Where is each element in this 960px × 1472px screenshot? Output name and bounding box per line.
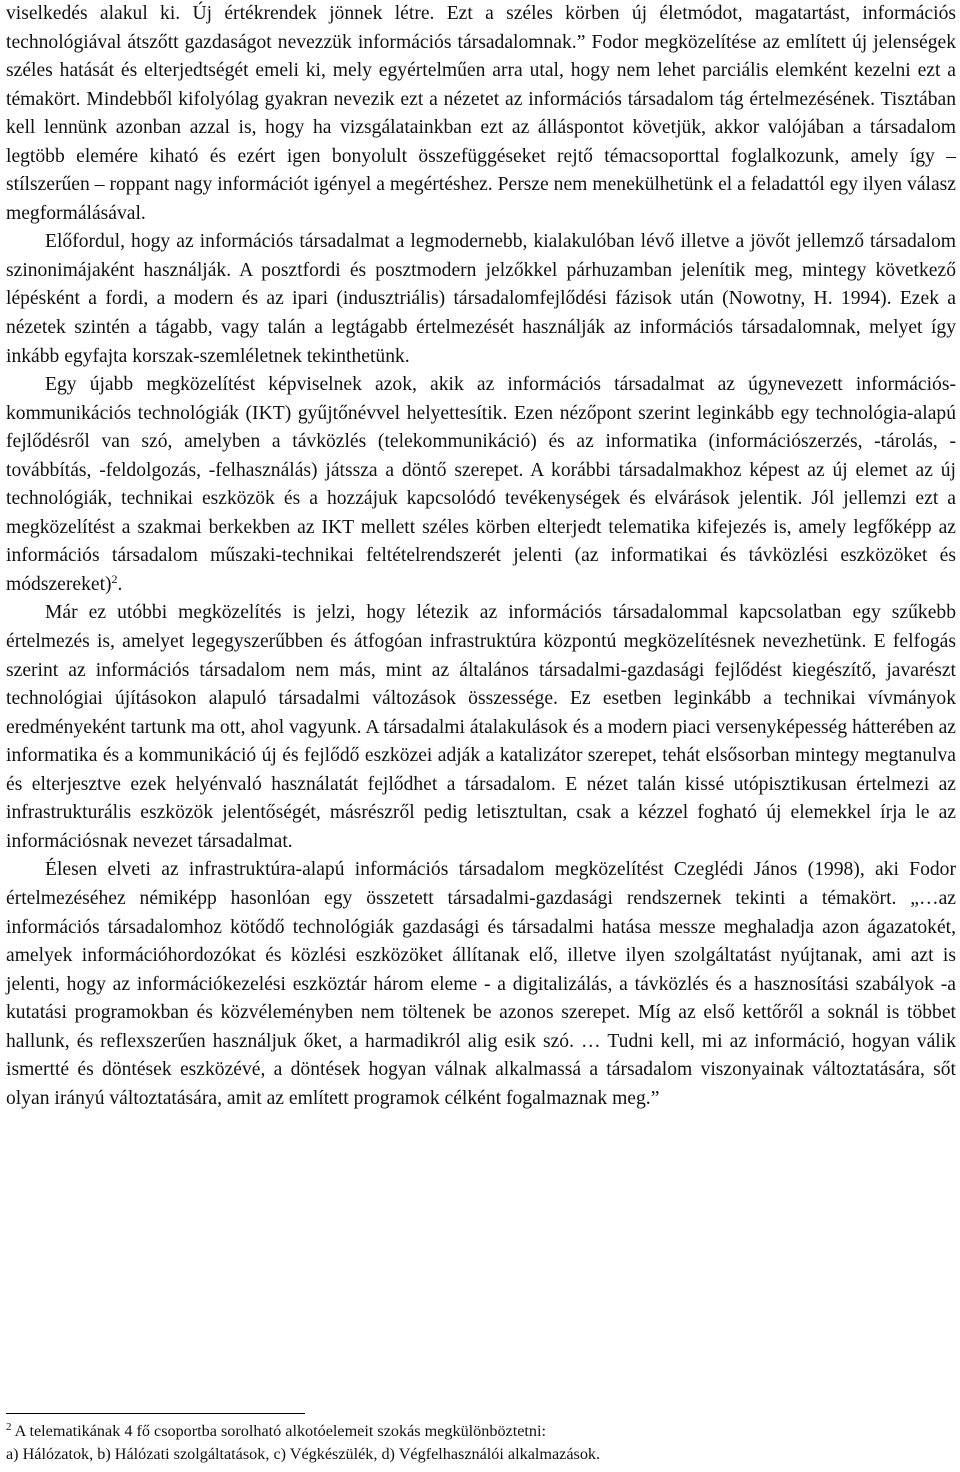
- footnote-line-2: [6, 1443, 956, 1466]
- paragraph-2-text: Előfordul, hogy az információs társadalmat a legmodernebb, kialakulóban lévő illetve a jövőt jellemző társadalom szinonimájaként használják. A posztfordi és posztmodern jelzőkkel párhuzamban jelenítik meg, mintegy következő lépésként a fordi, a modern és az ipari (indusztriális) társadalomfejlődési fázisok után (Nowotny, H. 1994). Ezek a nézetek szintén a tágabb, vagy talán a legtágabb értelmezését használják az információs társadalomnak, melyet így inkább egyfajta korszak-szemléletnek tekinthetünk.: [6, 231, 956, 367]
- footnote-divider: [6, 1413, 305, 1414]
- paragraph-4-text: Már ez utóbbi megközelítés is jelzi, hogy létezik az információs társadalommal kapcsolatban egy szűkebb értelmezés is, amelyet legegyszerűbben és átfogóan infrastruktúra központú megközelítésnek nevezhetünk. E felfogás szerint az információs társadalom nem más, mint az általános társadalmi-gazdasági fejlődést kiegészítő, javarészt technológiai újításokon alapuló társadalmi változások összessége. Ez esetben leginkább a technikai vívmányok eredményeként tartunk ma ott, ahol vagyunk. A társadalmi átalakulások és a modern piaci versenyképesség hátterében az informatika és a kommunikáció új és fejlődő eszközei adják a katalizátor szerepet, tehát elsősorban mintegy megtanulva és elterjesztve ezek helyénvaló használatát fejlődhet a társadalom. E nézet talán kissé utópisztikusan értelmezi az infrastrukturális eszközök jelentőségét, másrészről pedig letisztultan, csak a kézzel fogható új elemekkel írja le az információsnak nevezet társadalmat.: [6, 602, 956, 852]
- paragraph-5-text: Élesen elveti az infrastruktúra-alapú információs társadalom megközelítést Czeglédi János (1998), aki Fodor értelmezéséhez némiképp hasonlóan egy összetett társadalmi-gazdasági rendszernek tekinti a témakört. „…az információs társadalomhoz kötődő technológiák gazdasági és társadalmi hatása messze meghaladja azon ágazatokét, amelyek információhordozókat és közlési eszközöket állítanak elő, illetve ilyen szolgáltatást nyújtanak, ami azt is jelenti, hogy az információkezelési eszköztár három eleme - a digitalizálás, a távközlés és a hasznosítási szabályok -a kutatási programokban és közvéleményben nem töltenek be azonos szerepet. Míg az első kettőről a soknál is többet hallunk, és reflexszerűen használjuk őket, a harmadikról alig esik szó. … Tudni kell, mi az információ, hogyan válik ismertté és döntések eszközévé, a döntések hogyan válnak alkalmassá a társadalom viszonyainak változtatására, sőt olyan irányú változtatására, amit az említett programok célként fogalmaznak meg.”: [6, 859, 956, 1109]
- document-body: [6, 0, 956, 1113]
- footnote: [6, 1420, 956, 1465]
- paragraph-3-tail: .: [117, 573, 123, 595]
- paragraph-2: [6, 228, 956, 371]
- footnote-text-2: a) Hálózatok, b) Hálózati szolgáltatások, c) Végkészülék, d) Végfelhasználói alkalmazások.: [6, 1444, 601, 1463]
- paragraph-5: [6, 856, 956, 1113]
- paragraph-3-text: Egy újabb megközelítést képviselnek azok, akik az információs társadalmat az úgynevezett információs-kommunikációs technológiák (IKT) gyűjtőnévvel helyettesítik. Ezen nézőpont szerint leginkább egy technológia-alapú fejlődésről van szó, amelyben a távközlés (telekommunikáció) és az informatika (információszerzés, -tárolás, -továbbítás, -feldolgozás, -felhasználás) játssza a döntő szerepet. A korábbi társadalmakhoz képest az új elemet az új technológiák, technikai eszközök és a hozzájuk kapcsolódó tevékenységek és elvárások jelentik. Jól jellemzi ezt a megközelítést a szakmai berkekben az IKT mellett széles körben elterjedt telematika kifejezés is, amely legfőképp az információs társadalom műszaki-technikai feltételrendszerét jelenti (az informatikai és távközlési eszközöket és módszereket): [6, 374, 956, 595]
- footnote-reference[interactable]: 2: [111, 571, 118, 586]
- paragraph-1: [6, 0, 956, 228]
- footnote-text-1: A telematikának 4 fő csoportba sorolható alkotóelemeit szokás megkülönböztetni:: [14, 1422, 547, 1440]
- paragraph-1-text: viselkedés alakul ki. Új értékrendek jönnek létre. Ezt a széles körben új életmódot, magatartást, információs technológiával átszőtt gazdaságot nevezzük információs társadalomnak.” Fodor megközelítése az említett új jelenségek széles hatását és elterjedtségét emeli ki, mely egyértelműen arra utal, hogy nem lehet parciális elemként kezelni ezt a témakört. Mindebből kifolyólag gyakran nevezik ezt a nézetet az információs társadalom tág értelmezésének. Tisztában kell lennünk azonban azzal is, hogy ha vizsgálatainkban ezt az álláspontot követjük, akkor valójában a társadalom legtöbb elemére kiható és ezért igen bonyolult összefüggéseket rejtő témacsoporttal foglalkozunk, amely így – stílszerűen – roppant nagy információt igényel a megértéshez. Persze nem menekülhetünk el a feladattól egy ilyen válasz megformálásával.: [6, 3, 956, 224]
- paragraph-4: [6, 599, 956, 856]
- footnote-line-1: [6, 1420, 956, 1443]
- paragraph-3: [6, 371, 956, 599]
- footnote-number: 2: [6, 1421, 12, 1433]
